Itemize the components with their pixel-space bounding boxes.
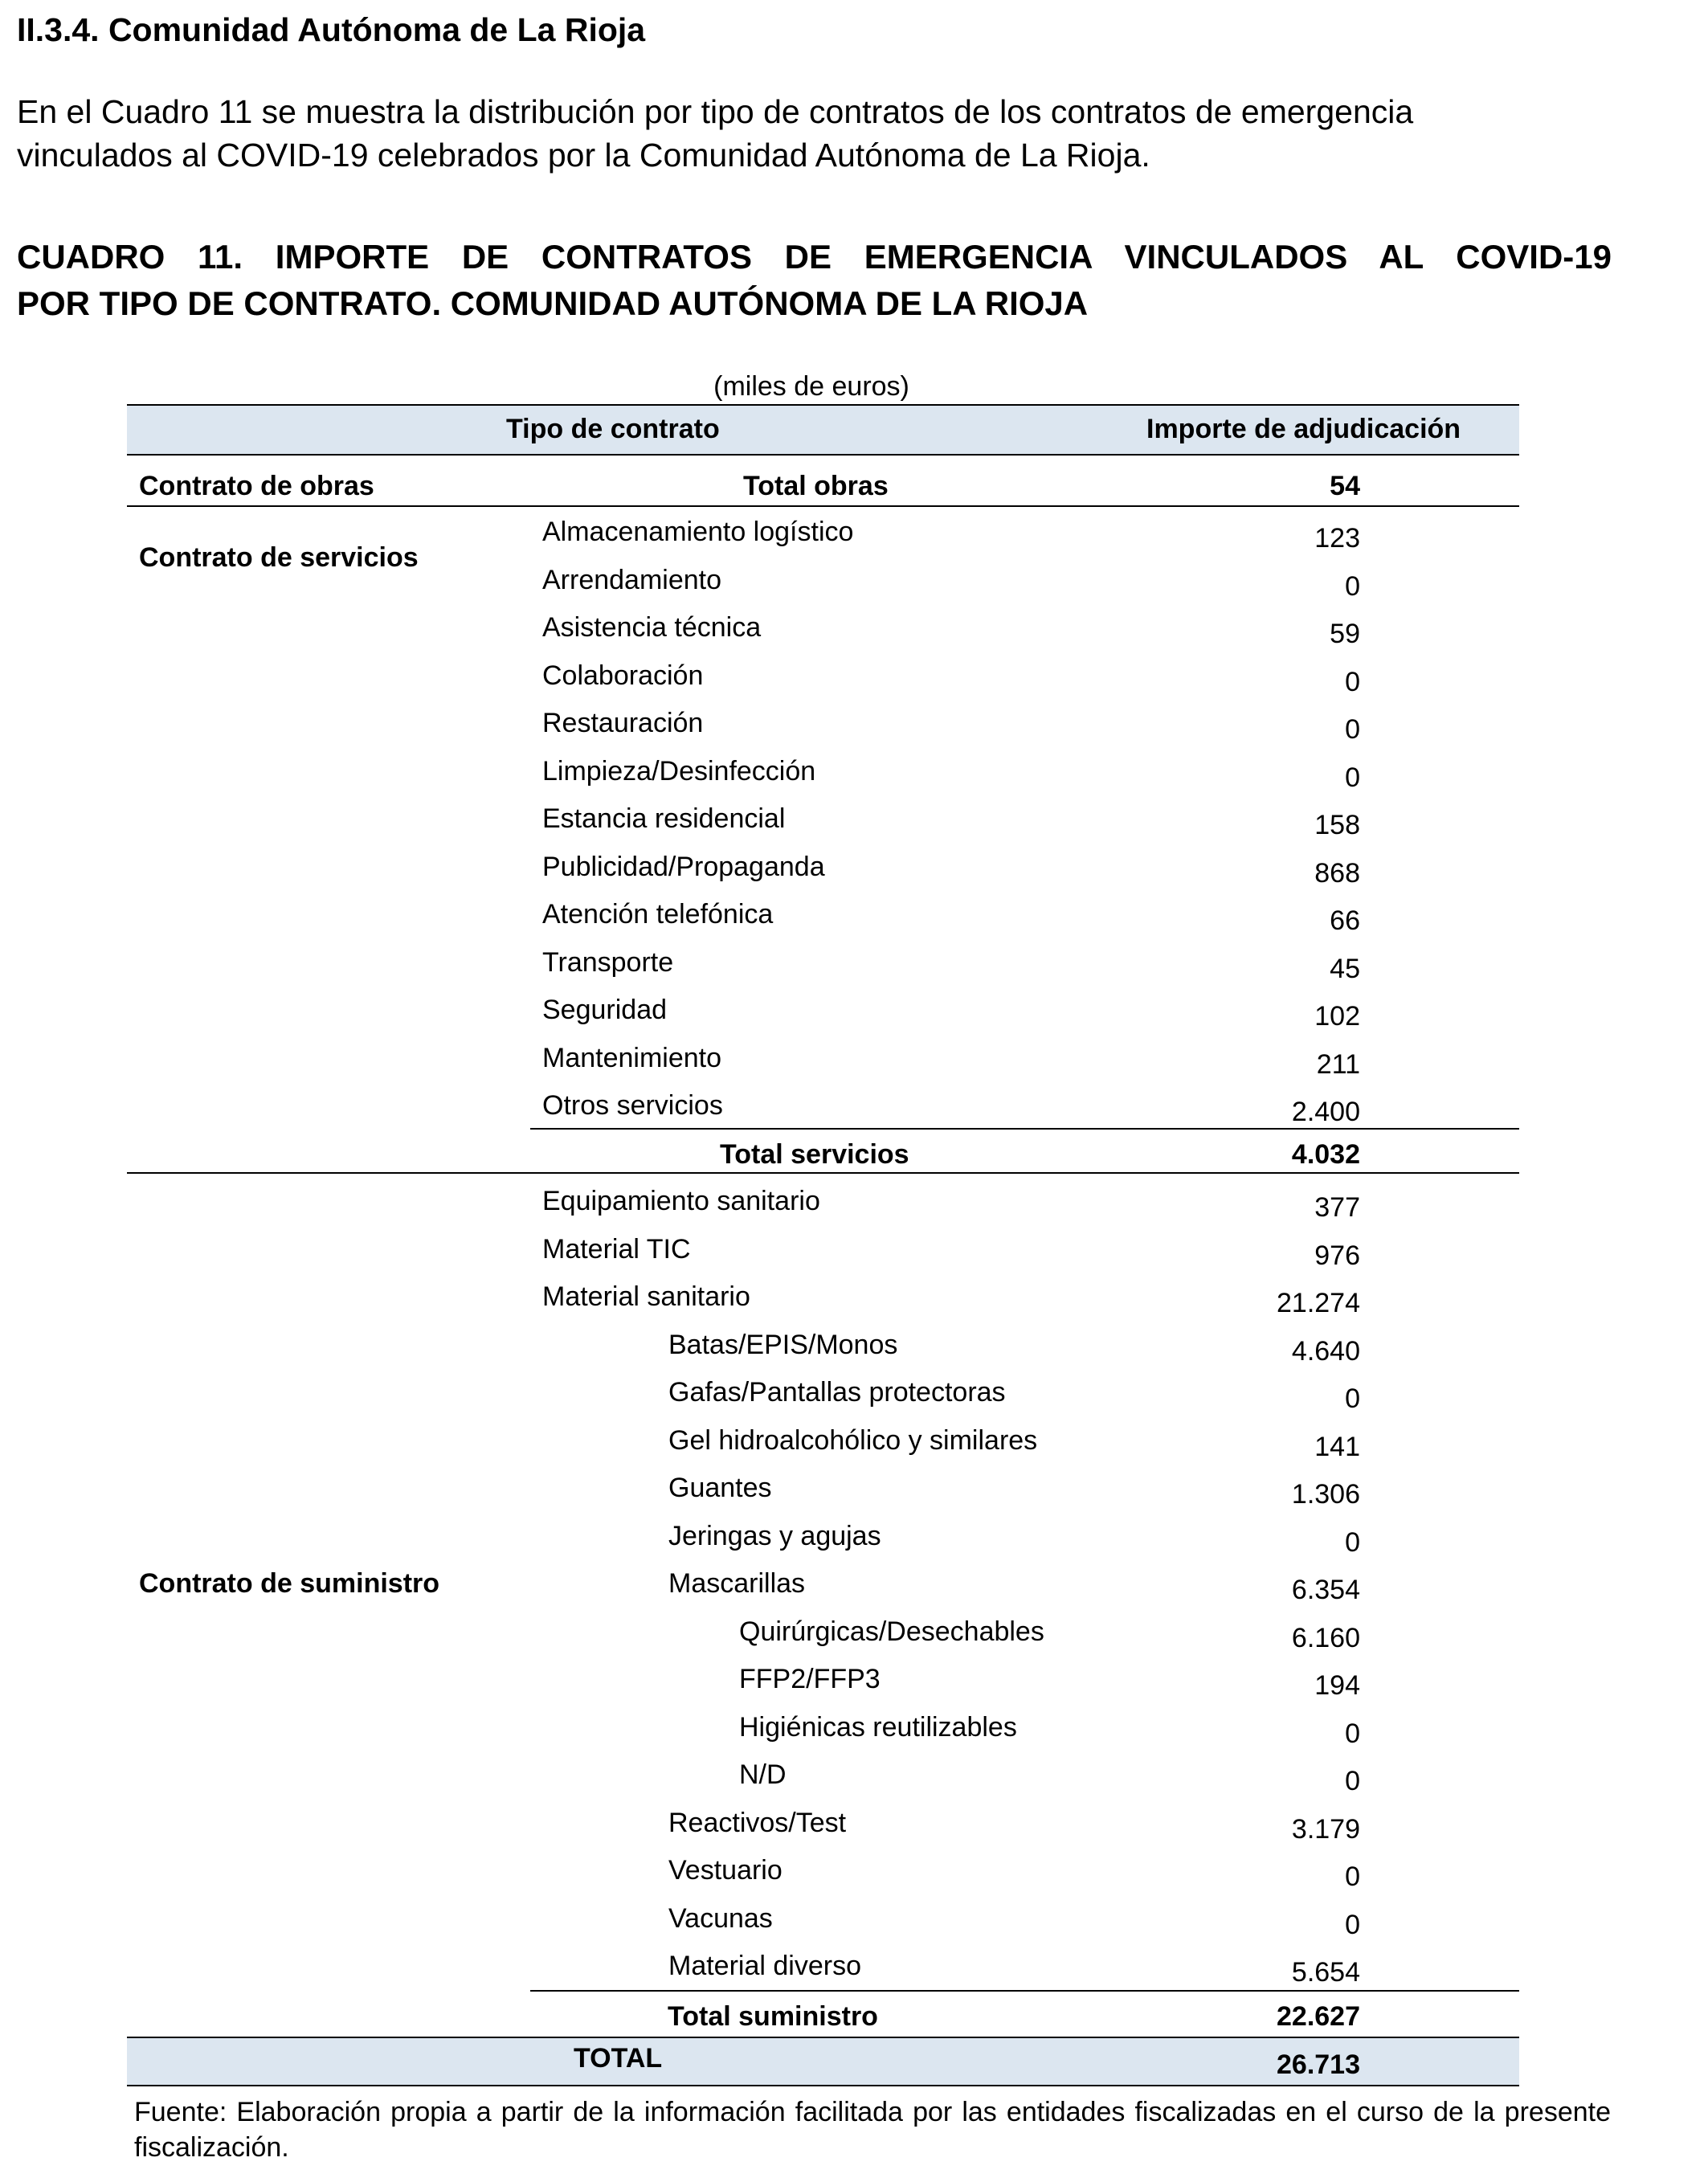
servicios-row-value: 0 bbox=[1345, 714, 1360, 745]
suministro-row-value: 4.640 bbox=[1291, 1336, 1360, 1367]
servicios-row-value: 59 bbox=[1330, 619, 1360, 649]
suministro-row-value: 0 bbox=[1345, 1718, 1360, 1749]
servicios-row-label: Estancia residencial bbox=[542, 803, 786, 834]
servicios-row-value: 158 bbox=[1314, 810, 1360, 840]
suministro-row-value: 377 bbox=[1314, 1192, 1360, 1223]
suministro-row-value: 194 bbox=[1314, 1670, 1360, 1701]
suministro-row-value: 976 bbox=[1314, 1240, 1360, 1271]
total-suministro-value: 22.627 bbox=[1277, 2001, 1360, 2032]
suministro-row-value: 6.354 bbox=[1291, 1575, 1360, 1605]
header-top-rule bbox=[127, 404, 1519, 406]
suministro-row-label: Material TIC bbox=[542, 1234, 691, 1265]
servicios-row-label: Arrendamiento bbox=[542, 565, 722, 595]
suministro-row-value: 5.654 bbox=[1291, 1957, 1360, 1988]
servicios-right-rule bbox=[530, 1172, 1519, 1174]
servicios-row-value: 45 bbox=[1330, 954, 1360, 984]
servicios-row-label: Mantenimiento bbox=[542, 1043, 722, 1073]
suministro-row-value: 0 bbox=[1345, 1766, 1360, 1796]
servicios-row-value: 2.400 bbox=[1291, 1097, 1360, 1127]
suministro-row-value: 0 bbox=[1345, 1527, 1360, 1558]
intro-paragraph-line-2: vinculados al COVID-19 celebrados por la Comunidad Autónoma de La Rioja. bbox=[17, 137, 1150, 174]
suministro-row-value: 3.179 bbox=[1291, 1814, 1360, 1845]
obras-right-rule bbox=[530, 505, 1519, 507]
servicios-row-value: 0 bbox=[1345, 571, 1360, 602]
suministro-row-label: Gafas/Pantallas protectoras bbox=[668, 1377, 1006, 1408]
servicios-row-label: Atención telefónica bbox=[542, 899, 774, 930]
suministro-row-label: Material diverso bbox=[668, 1951, 861, 1981]
servicios-row-value: 66 bbox=[1330, 905, 1360, 936]
suministro-row-value: 0 bbox=[1345, 1910, 1360, 1940]
servicios-subtotal-rule bbox=[530, 1128, 1519, 1130]
total-obras-value: 54 bbox=[1330, 471, 1360, 501]
suministro-row-label: Batas/EPIS/Monos bbox=[668, 1330, 898, 1360]
servicios-row-label: Publicidad/Propaganda bbox=[542, 852, 825, 882]
section-heading: II.3.4. Comunidad Autónoma de La Rioja bbox=[17, 11, 646, 48]
servicios-row-value: 868 bbox=[1314, 858, 1360, 889]
group-servicios: Contrato de servicios bbox=[139, 542, 419, 573]
table-title-line-2: POR TIPO DE CONTRATO. COMUNIDAD AUTÓNOMA DE LA RIOJA bbox=[17, 284, 1089, 322]
grand-total-value: 26.713 bbox=[1277, 2049, 1360, 2080]
suministro-subtotal-rule bbox=[530, 1990, 1519, 1992]
suministro-row-label: Guantes bbox=[668, 1473, 772, 1503]
suministro-row-label: N/D bbox=[739, 1759, 787, 1790]
servicios-row-value: 0 bbox=[1345, 667, 1360, 697]
suministro-row-label: Vestuario bbox=[668, 1855, 782, 1886]
servicios-row-label: Limpieza/Desinfección bbox=[542, 756, 816, 787]
total-servicios-value: 4.032 bbox=[1291, 1139, 1360, 1170]
servicios-row-label: Seguridad bbox=[542, 995, 668, 1025]
suministro-row-label: Reactivos/Test bbox=[668, 1808, 847, 1838]
total-servicios-label: Total servicios bbox=[720, 1139, 909, 1170]
servicios-left-rule bbox=[127, 1172, 530, 1174]
servicios-row-label: Colaboración bbox=[542, 660, 704, 691]
suministro-row-label: Equipamiento sanitario bbox=[542, 1186, 820, 1216]
header-bottom-rule bbox=[127, 454, 1519, 456]
suministro-row-label: FFP2/FFP3 bbox=[739, 1664, 881, 1694]
servicios-row-value: 0 bbox=[1345, 762, 1360, 793]
suministro-row-label: Mascarillas bbox=[668, 1568, 806, 1599]
servicios-row-label: Restauración bbox=[542, 708, 704, 738]
source-note: Fuente: Elaboración propia a partir de la información facilitada por las entidades fiscalizadas en el curso de la presente fiscalización. bbox=[134, 2097, 1611, 2163]
suministro-row-label: Jeringas y agujas bbox=[668, 1521, 881, 1551]
servicios-row-label: Asistencia técnica bbox=[542, 612, 762, 643]
suministro-row-label: Vacunas bbox=[668, 1903, 773, 1934]
suministro-row-label: Higiénicas reutilizables bbox=[739, 1712, 1017, 1743]
suministro-row-label: Gel hidroalcohólico y similares bbox=[668, 1425, 1038, 1456]
servicios-row-label: Almacenamiento logístico bbox=[542, 517, 854, 547]
total-obras-label: Total obras bbox=[743, 471, 889, 501]
suministro-row-value: 21.274 bbox=[1277, 1288, 1360, 1318]
grand-total-label: TOTAL bbox=[574, 2043, 663, 2074]
obras-left-rule bbox=[127, 505, 530, 507]
suministro-row-value: 0 bbox=[1345, 1861, 1360, 1892]
total-suministro-label: Total suministro bbox=[668, 2001, 878, 2032]
header-importe: Importe de adjudicación bbox=[1146, 414, 1461, 444]
servicios-row-label: Transporte bbox=[542, 947, 674, 978]
suministro-row-value: 1.306 bbox=[1291, 1479, 1360, 1510]
header-tipo: Tipo de contrato bbox=[506, 414, 720, 444]
servicios-row-value: 123 bbox=[1314, 523, 1360, 554]
intro-paragraph-line-1: En el Cuadro 11 se muestra la distribución por tipo de contratos de los contratos de emergencia bbox=[17, 93, 1414, 130]
suministro-row-value: 6.160 bbox=[1291, 1623, 1360, 1653]
suministro-row-value: 141 bbox=[1314, 1432, 1360, 1462]
group-suministro: Contrato de suministro bbox=[139, 1568, 440, 1599]
total-bottom-rule bbox=[127, 2085, 1519, 2086]
group-obras: Contrato de obras bbox=[139, 471, 374, 501]
servicios-row-value: 211 bbox=[1316, 1049, 1360, 1080]
servicios-row-label: Otros servicios bbox=[542, 1090, 723, 1121]
suministro-row-label: Quirúrgicas/Desechables bbox=[739, 1616, 1044, 1647]
servicios-row-value: 102 bbox=[1314, 1001, 1360, 1032]
table-title-line-1: CUADRO 11. IMPORTE DE CONTRATOS DE EMERGENCIA VINCULADOS AL COVID-19 bbox=[17, 238, 1612, 276]
total-top-rule bbox=[127, 2037, 1519, 2038]
suministro-row-label: Material sanitario bbox=[542, 1281, 750, 1312]
suministro-row-value: 0 bbox=[1345, 1383, 1360, 1414]
units-note: (miles de euros) bbox=[713, 371, 909, 402]
